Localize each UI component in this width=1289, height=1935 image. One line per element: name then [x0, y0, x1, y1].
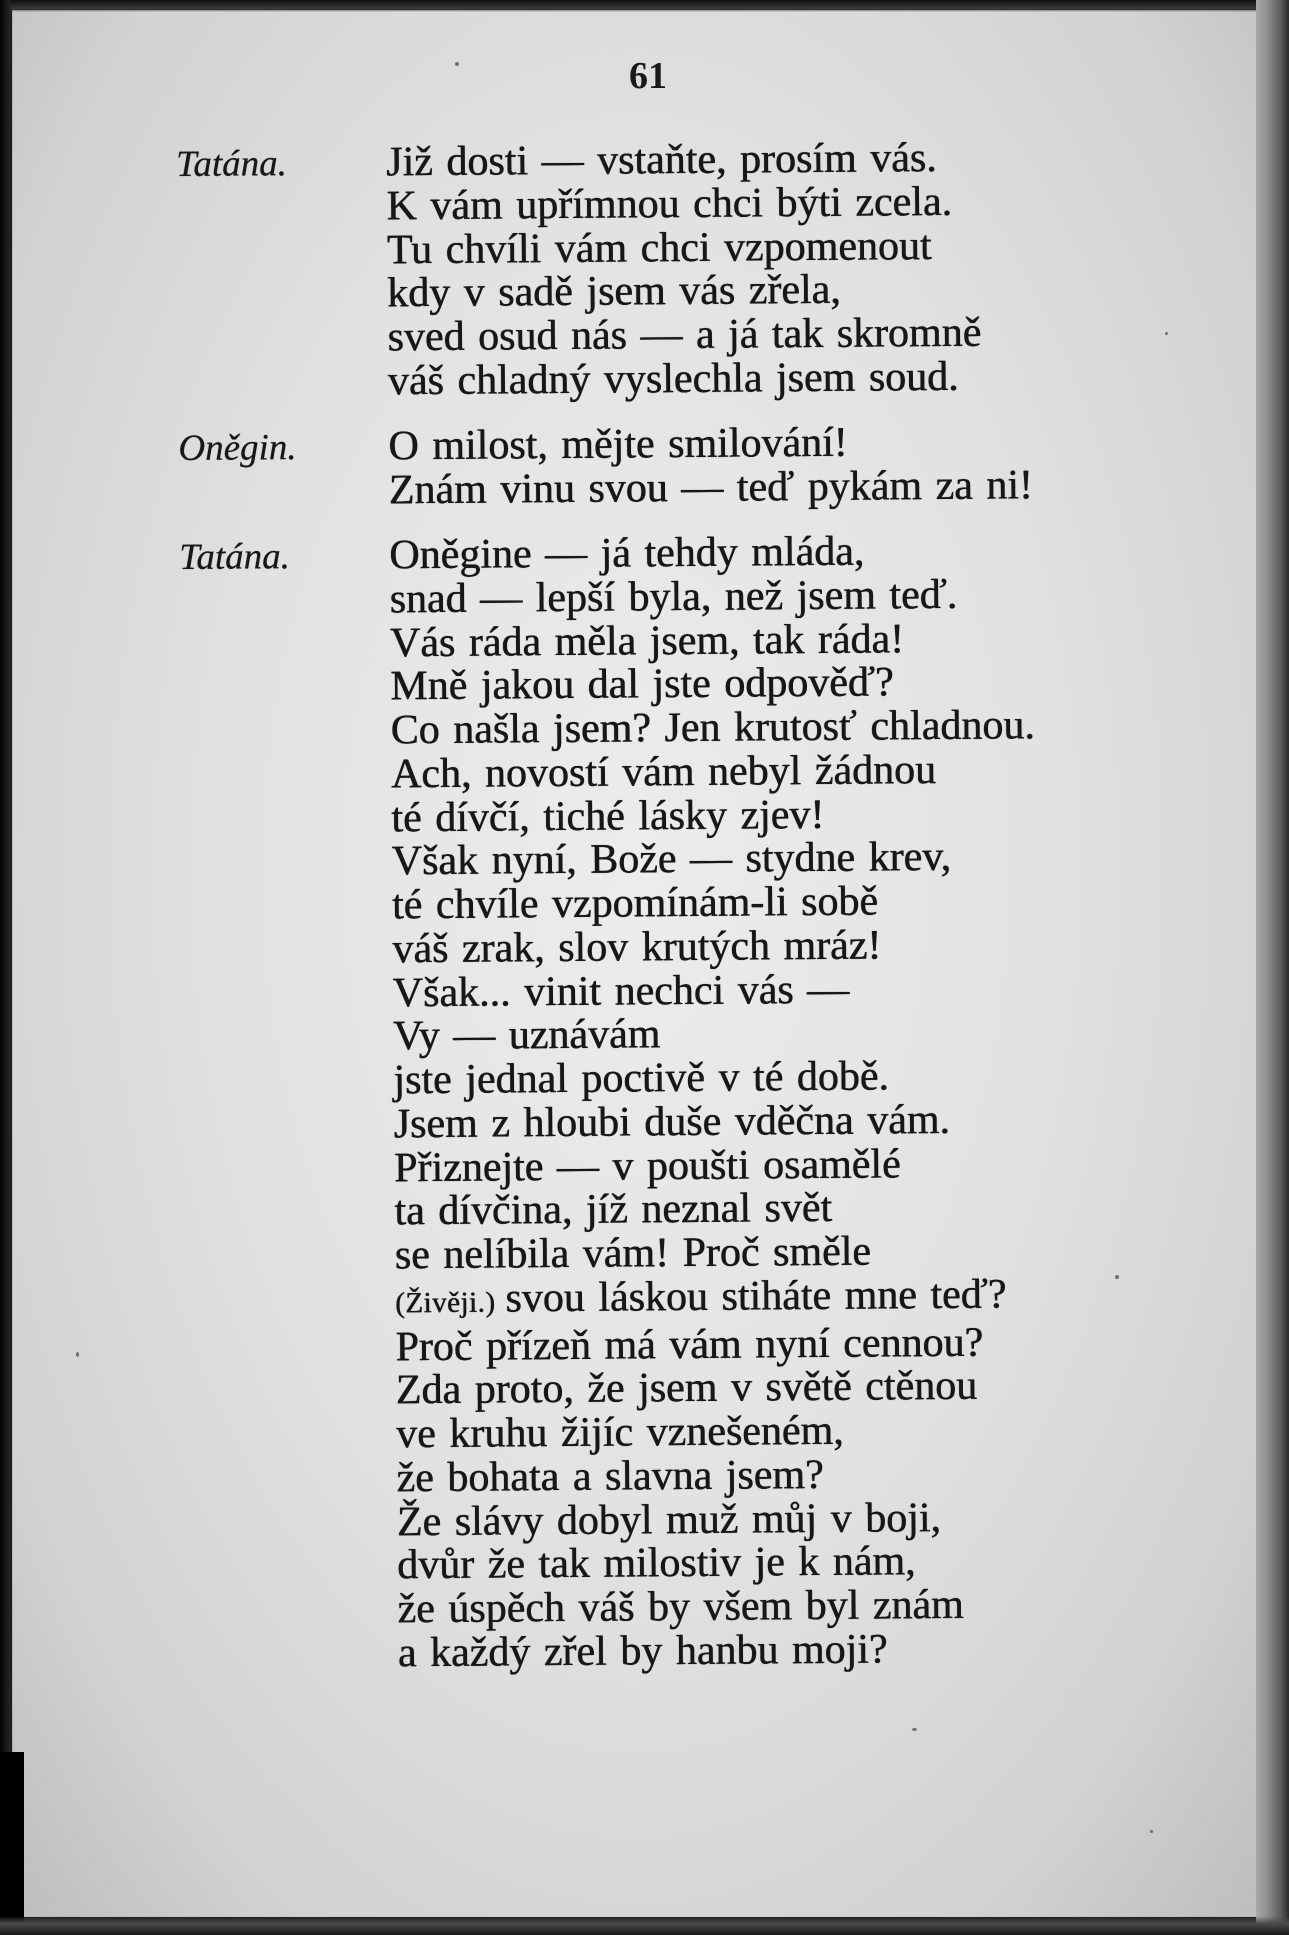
- verse-line: Již dosti — vstaňte, prosím vás.: [385, 135, 937, 186]
- verse-line: Tu chvíli vám chci vzpomenout: [386, 222, 932, 273]
- verse-line: Znám vinu svou — teď pykám za ni!: [388, 462, 1034, 514]
- scan-speck: [455, 62, 459, 66]
- play-text: [176, 135, 1248, 1700]
- verse-line: Však nyní, Bože — stydne krev,: [391, 834, 952, 885]
- speaker-name: Tatána.: [179, 536, 291, 579]
- page-edge-right: [1256, 0, 1289, 1935]
- verse-line: se nelíbila vám! Proč směle: [394, 1228, 872, 1279]
- page-edge-left: [0, 0, 13, 1935]
- page-edge-bottom: [0, 1916, 1289, 1935]
- verse-line: dvůr že tak milostiv je k nám,: [397, 1538, 916, 1589]
- verse-line: Zda proto, že jsem v světě ctěnou: [395, 1363, 978, 1414]
- dialogue-block: [178, 419, 1239, 515]
- verse-line: K vám upřímnou chci býti zcela.: [386, 178, 953, 230]
- scan-speck: [912, 1728, 917, 1731]
- verse-line: a každý zřel by hanbu moji?: [397, 1626, 888, 1677]
- verse-line: Však... vinit nechci vás —: [392, 966, 850, 1017]
- verse-line: snad — lepší byla, než jsem teď.: [389, 571, 958, 623]
- verse-line: Mně jakou dal jste odpověď?: [390, 659, 894, 710]
- scan-speck: [1150, 1830, 1153, 1833]
- verse-line: té dívčí, tiché lásky zjev!: [391, 791, 825, 842]
- verse-line: Přiznejte — v poušti osamělé: [393, 1141, 901, 1192]
- page-edge-top: [0, 0, 1289, 12]
- verse-line: Jsem z hloubi duše vděčna vám.: [393, 1096, 951, 1148]
- verse-line: váš zrak, slov krutých mráz!: [392, 922, 882, 973]
- dialogue-block: [176, 135, 1238, 406]
- verse-line: Vy — uznávám: [392, 1011, 661, 1060]
- verse-line: ta dívčina, jíž neznal svět: [394, 1185, 833, 1235]
- verse-line: že bohata a slavna jsem?: [396, 1451, 824, 1502]
- verse-lines: [389, 528, 1248, 1676]
- verse-line: jste jednal poctivě v té době.: [393, 1053, 890, 1104]
- verse-line: té chvíle vzpomínám-li sobě: [391, 878, 879, 929]
- verse-line: Ach, novostí vám nebyl žádnou: [390, 746, 937, 798]
- verse-line-with-stage-direction: [395, 1272, 1245, 1326]
- verse-line: ve kruhu žijíc vznešeném,: [395, 1407, 844, 1458]
- verse-line-text: svou láskou stiháte mne teď?: [505, 1271, 1007, 1322]
- verse-lines: [388, 419, 1239, 513]
- speaker-name: Oněgin.: [178, 427, 297, 470]
- verse-line: O milost, mějte smilování!: [388, 419, 848, 470]
- verse-line: váš chladný vyslechla jsem soud.: [387, 353, 959, 405]
- verse-line: Vás ráda měla jsem, tak ráda!: [389, 615, 905, 667]
- verse-line: sved osud nás — a já tak skromně: [387, 309, 982, 361]
- verse-line: Oněgine — já tehdy mláda,: [389, 528, 865, 579]
- page-number: 61: [629, 55, 667, 97]
- verse-line: Co našla jsem? Jen krutosť chladnou.: [390, 702, 1035, 754]
- speaker-name: Tatána.: [176, 143, 288, 185]
- verse-line: Proč přízeň má vám nyní cennou?: [395, 1319, 984, 1371]
- verse-line: že úspěch váš by všem byl znám: [397, 1582, 964, 1633]
- verse-lines: [386, 135, 1238, 404]
- page-edge-left-shadow: [0, 1752, 24, 1935]
- dialogue-block: [179, 528, 1248, 1678]
- verse-line: kdy v sadě jsem vás zřela,: [387, 267, 841, 317]
- stage-direction: (Živěji.): [394, 1286, 496, 1320]
- verse-line: Že slávy dobyl muž můj v boji,: [396, 1494, 942, 1545]
- scan-speck: [76, 1352, 79, 1357]
